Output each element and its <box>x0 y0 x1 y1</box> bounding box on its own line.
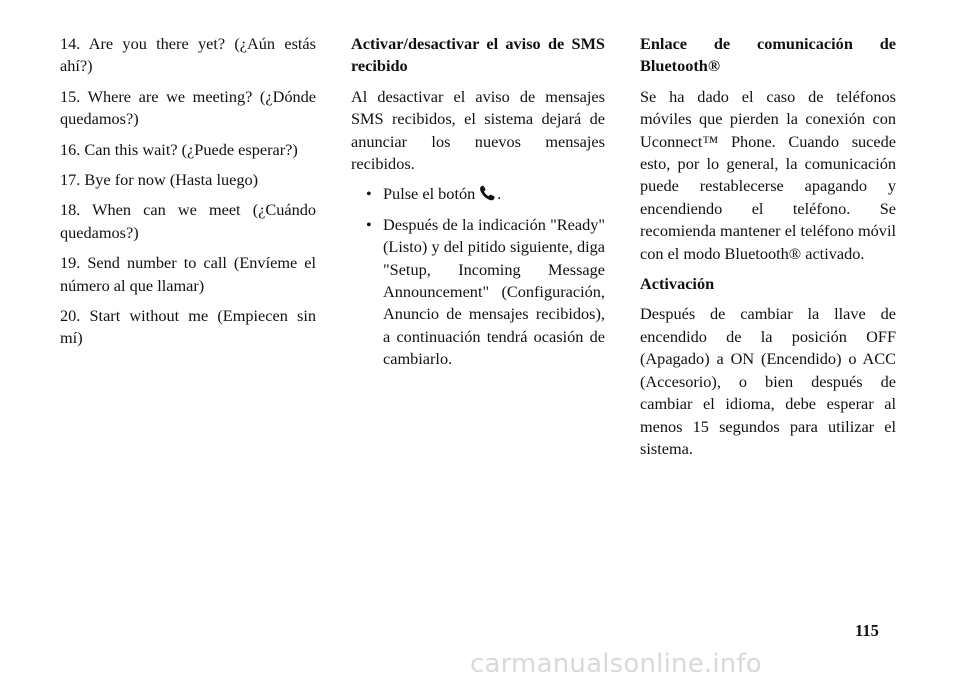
bullet-dot-icon: • <box>366 184 372 204</box>
section-heading-sms: Activar/desactivar el aviso de SMS recibido <box>351 34 605 76</box>
list-item: 18. When can we meet (¿Cuándo quedamos?) <box>60 200 316 242</box>
list-item: 17. Bye for now (Hasta luego) <box>60 170 259 190</box>
list-item: 19. Send number to call (Envíeme el número al que llamar) <box>60 253 316 295</box>
column-bluetooth <box>640 33 896 468</box>
sms-intro-paragraph: Al desactivar el aviso de mensajes SMS recibidos, el sistema dejará de anunciar los nuevos mensajes recibidos. <box>351 86 605 174</box>
list-item: 20. Start without me (Empiecen sin mí) <box>60 306 316 348</box>
list-item: 15. Where are we meeting? (¿Dónde quedamos?) <box>60 86 316 129</box>
phone-icon <box>479 185 497 201</box>
bullet-item-press-button <box>351 183 605 205</box>
bullet-item-ready-prompt <box>351 214 605 371</box>
bullet-suffix: . <box>497 184 502 204</box>
bullet-text: Pulse el botón <box>383 184 476 204</box>
section-heading-activation: Activación <box>640 274 715 294</box>
watermark-text: carmanualsonline.info <box>470 650 762 678</box>
activation-paragraph: Después de cambiar la llave de encendido de la posición OFF (Apagado) a ON (Encendido) o ACC (Accesorio), o bien después de cambiar el idioma, debe esperar al menos 15 segundos para utilizar el sistema. <box>640 304 896 458</box>
list-item: 14. Are you there yet? (¿Aún estás ahí?) <box>60 34 316 76</box>
list-item: 16. Can this wait? (¿Puede esperar?) <box>60 139 298 159</box>
bluetooth-paragraph: Se ha dado el caso de teléfonos móviles que pierden la conexión con Uconnect™ Phone. Cuando sucede esto, por lo general, la comunicación puede restablecerse apagando y encendiendo el teléfono. Se recomienda mantener el teléfono móvil con el modo Bluetooth® activado. <box>640 86 896 263</box>
column-voice-responses <box>60 33 316 358</box>
section-heading-bluetooth: Enlace de comunicación de Bluetooth® <box>640 34 896 76</box>
bullet-dot-icon: • <box>366 214 372 234</box>
column-sms-announcement <box>351 33 605 379</box>
bullet-text: Después de la indicación "Ready" (Listo) y del pitido siguiente, diga "Setup, Incoming Message Announcement" (Configuración, Anuncio de mensajes recibidos), a continuación tendrá ocasión de cambiarlo. <box>383 214 605 369</box>
page-number: 115 <box>855 621 879 640</box>
